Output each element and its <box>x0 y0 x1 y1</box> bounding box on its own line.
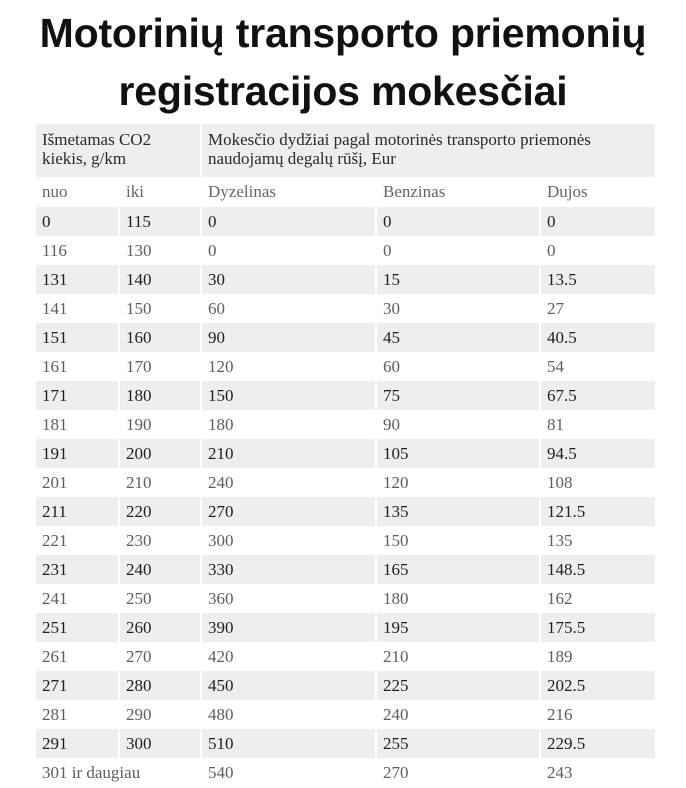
benzinas-cell: 0 <box>376 236 540 265</box>
tax-group-header: Mokesčio dydžiai pagal motorinės transporto priemonės naudojamų degalų rūšį, Eur <box>201 124 655 177</box>
nuo-cell: 131 <box>36 265 119 294</box>
nuo-cell: 151 <box>36 323 119 352</box>
table-row <box>36 265 655 294</box>
dyzelinas-cell: 240 <box>201 468 376 497</box>
dyzelinas-cell: 210 <box>201 439 376 468</box>
benzinas-cell: 135 <box>376 497 540 526</box>
iki-cell: 210 <box>119 468 201 497</box>
dyzelinas-cell: 540 <box>201 758 376 787</box>
table-row <box>36 207 655 236</box>
dyzelinas-cell: 0 <box>201 207 376 236</box>
benzinas-cell: 240 <box>376 700 540 729</box>
benzinas-cell: 15 <box>376 265 540 294</box>
column-header-dyzelinas: Dyzelinas <box>201 177 376 207</box>
iki-cell: 200 <box>119 439 201 468</box>
column-header-dujos: Dujos <box>540 177 655 207</box>
nuo-cell: 141 <box>36 294 119 323</box>
table-row <box>36 555 655 584</box>
registration-tax-table-container <box>36 124 655 787</box>
table-row <box>36 642 655 671</box>
page-title-line-2: registracijos mokesčiai <box>118 68 568 114</box>
benzinas-cell: 225 <box>376 671 540 700</box>
benzinas-cell: 30 <box>376 294 540 323</box>
dyzelinas-cell: 510 <box>201 729 376 758</box>
nuo-cell: 261 <box>36 642 119 671</box>
benzinas-cell: 105 <box>376 439 540 468</box>
benzinas-cell: 60 <box>376 352 540 381</box>
nuo-cell: 0 <box>36 207 119 236</box>
table-row <box>36 700 655 729</box>
dujos-cell: 27 <box>540 294 655 323</box>
dujos-cell: 54 <box>540 352 655 381</box>
iki-cell: 140 <box>119 265 201 294</box>
dyzelinas-cell: 480 <box>201 700 376 729</box>
iki-cell: 170 <box>119 352 201 381</box>
iki-cell: 240 <box>119 555 201 584</box>
iki-cell: 130 <box>119 236 201 265</box>
table-row <box>36 526 655 555</box>
table-row-last <box>36 758 655 787</box>
benzinas-cell: 210 <box>376 642 540 671</box>
benzinas-cell: 45 <box>376 323 540 352</box>
iki-cell: 220 <box>119 497 201 526</box>
dyzelinas-cell: 150 <box>201 381 376 410</box>
iki-cell: 115 <box>119 207 201 236</box>
table-row <box>36 294 655 323</box>
table-row <box>36 671 655 700</box>
iki-cell: 300 <box>119 729 201 758</box>
iki-cell: 290 <box>119 700 201 729</box>
emissions-group-header: Išmetamas CO2 kiekis, g/km <box>36 124 201 177</box>
column-header-benzinas: Benzinas <box>376 177 540 207</box>
nuo-cell: 116 <box>36 236 119 265</box>
nuo-cell: 271 <box>36 671 119 700</box>
dujos-cell: 121.5 <box>540 497 655 526</box>
table-row <box>36 352 655 381</box>
column-header-nuo: nuo <box>42 182 68 201</box>
nuo-cell: 191 <box>36 439 119 468</box>
table-row <box>36 410 655 439</box>
dujos-cell: 189 <box>540 642 655 671</box>
dujos-cell: 67.5 <box>540 381 655 410</box>
table-row <box>36 323 655 352</box>
benzinas-cell: 180 <box>376 584 540 613</box>
benzinas-cell: 270 <box>376 758 540 787</box>
iki-cell: 260 <box>119 613 201 642</box>
table-row <box>36 468 655 497</box>
dujos-cell: 148.5 <box>540 555 655 584</box>
dujos-cell: 135 <box>540 526 655 555</box>
nuo-cell: 221 <box>36 526 119 555</box>
dyzelinas-cell: 270 <box>201 497 376 526</box>
nuo-cell: 211 <box>36 497 119 526</box>
benzinas-cell: 75 <box>376 381 540 410</box>
dyzelinas-cell: 90 <box>201 323 376 352</box>
dujos-cell: 108 <box>540 468 655 497</box>
nuo-cell: 241 <box>36 584 119 613</box>
dyzelinas-cell: 450 <box>201 671 376 700</box>
table-group-header-row <box>36 124 655 177</box>
nuo-cell: 291 <box>36 729 119 758</box>
iki-cell: 150 <box>119 294 201 323</box>
dujos-cell: 243 <box>540 758 655 787</box>
nuo-cell: 281 <box>36 700 119 729</box>
nuo-cell: 171 <box>36 381 119 410</box>
table-row <box>36 613 655 642</box>
table-row <box>36 236 655 265</box>
table-row <box>36 497 655 526</box>
dyzelinas-cell: 390 <box>201 613 376 642</box>
page-title <box>0 0 686 120</box>
iki-cell: 280 <box>119 671 201 700</box>
dujos-cell: 162 <box>540 584 655 613</box>
dyzelinas-cell: 300 <box>201 526 376 555</box>
iki-cell: 190 <box>119 410 201 439</box>
nuo-cell: 181 <box>36 410 119 439</box>
dyzelinas-cell: 0 <box>201 236 376 265</box>
dyzelinas-cell: 180 <box>201 410 376 439</box>
dujos-cell: 13.5 <box>540 265 655 294</box>
nuo-cell: 231 <box>36 555 119 584</box>
dyzelinas-cell: 120 <box>201 352 376 381</box>
dyzelinas-cell: 420 <box>201 642 376 671</box>
registration-tax-table <box>36 124 655 787</box>
benzinas-cell: 255 <box>376 729 540 758</box>
dujos-cell: 81 <box>540 410 655 439</box>
benzinas-cell: 120 <box>376 468 540 497</box>
dujos-cell: 202.5 <box>540 671 655 700</box>
dyzelinas-cell: 60 <box>201 294 376 323</box>
dyzelinas-cell: 360 <box>201 584 376 613</box>
iki-cell: 180 <box>119 381 201 410</box>
table-column-header-row <box>36 177 655 207</box>
table-row <box>36 729 655 758</box>
benzinas-cell: 90 <box>376 410 540 439</box>
dyzelinas-cell: 30 <box>201 265 376 294</box>
nuo-cell: 201 <box>36 468 119 497</box>
dujos-cell: 40.5 <box>540 323 655 352</box>
table-row <box>36 439 655 468</box>
iki-cell: 270 <box>119 642 201 671</box>
table-row <box>36 381 655 410</box>
dujos-cell: 0 <box>540 207 655 236</box>
range-start-cell: 301 ir daugiau <box>36 758 201 787</box>
dujos-cell: 229.5 <box>540 729 655 758</box>
dujos-cell: 216 <box>540 700 655 729</box>
benzinas-cell: 150 <box>376 526 540 555</box>
dujos-cell: 0 <box>540 236 655 265</box>
nuo-cell: 161 <box>36 352 119 381</box>
table-row <box>36 584 655 613</box>
dyzelinas-cell: 330 <box>201 555 376 584</box>
benzinas-cell: 165 <box>376 555 540 584</box>
dujos-cell: 94.5 <box>540 439 655 468</box>
page-title-line-1: Motorinių transporto priemonių <box>39 10 647 56</box>
iki-cell: 230 <box>119 526 201 555</box>
nuo-cell: 251 <box>36 613 119 642</box>
benzinas-cell: 195 <box>376 613 540 642</box>
iki-cell: 160 <box>119 323 201 352</box>
benzinas-cell: 0 <box>376 207 540 236</box>
dujos-cell: 175.5 <box>540 613 655 642</box>
iki-cell: 250 <box>119 584 201 613</box>
column-header-iki: iki <box>119 177 201 207</box>
